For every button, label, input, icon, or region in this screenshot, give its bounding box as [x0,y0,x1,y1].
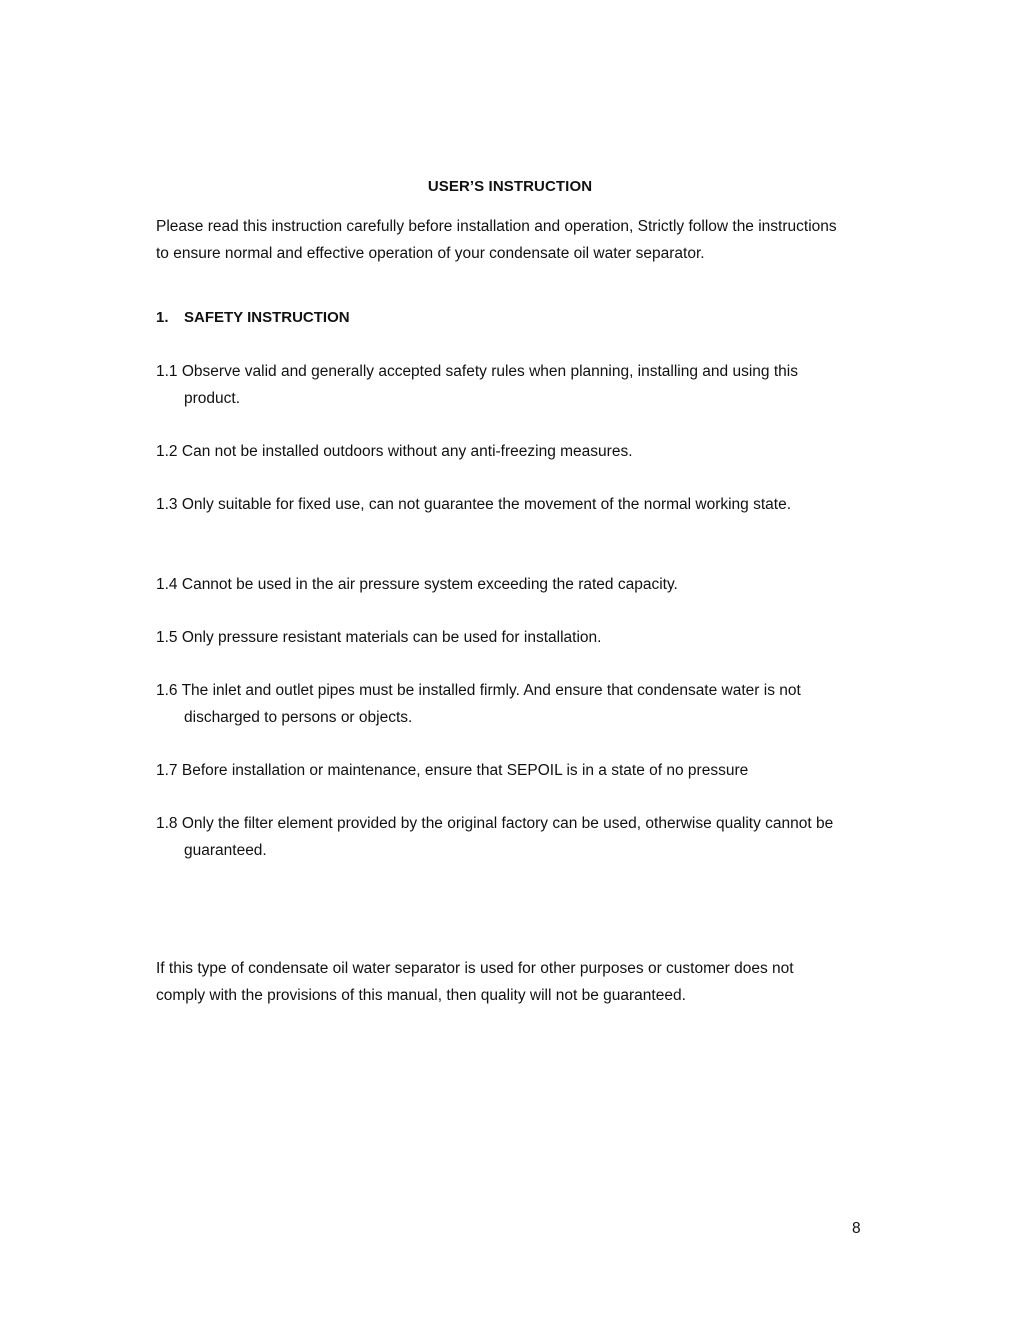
safety-item [156,625,846,652]
section-number: 1. [156,309,169,326]
item-number: 1.8 [156,815,178,832]
safety-item [156,572,846,599]
closing-paragraph: If this type of condensate oil water separator is used for other purposes or customer does not comply with the provisions of this manual, then quality will not be guaranteed. [156,960,794,1004]
item-text: Cannot be used in the air pressure system exceeding the rated capacity. [181,576,678,593]
item-number: 1.6 [156,682,178,699]
item-text: Observe valid and generally accepted safety rules when planning, installing and using this product. [181,363,798,407]
item-number: 1.7 [156,762,178,779]
safety-item [156,758,846,785]
item-number: 1.2 [156,443,178,460]
item-text: Before installation or maintenance, ensure that SEPOIL is in a state of no pressure [181,762,749,779]
safety-item [156,359,846,412]
item-text: Only pressure resistant materials can be used for installation. [181,629,602,646]
item-number: 1.4 [156,576,178,593]
item-text: Only the filter element provided by the original factory can be used, otherwise quality cannot be guaranteed. [181,815,834,859]
intro-paragraph: Please read this instruction carefully before installation and operation, Strictly follow the instructions to ensure normal and effective operation of your condensate oil water separator. [156,218,837,262]
page-number: 8 [852,1220,861,1237]
safety-item [156,492,846,519]
safety-item [156,678,846,731]
safety-item [156,811,846,864]
safety-item [156,439,846,466]
item-text: The inlet and outlet pipes must be installed firmly. And ensure that condensate water is not discharged to persons or objects. [181,682,801,726]
item-text: Can not be installed outdoors without any anti-freezing measures. [181,443,633,460]
item-number: 1.3 [156,496,178,513]
section-title: SAFETY INSTRUCTION [184,309,350,326]
item-number: 1.1 [156,363,178,380]
section-heading [156,309,350,326]
page-title: USER’S INSTRUCTION [427,178,593,195]
item-number: 1.5 [156,629,178,646]
item-text: Only suitable for fixed use, can not guarantee the movement of the normal working state. [181,496,792,513]
